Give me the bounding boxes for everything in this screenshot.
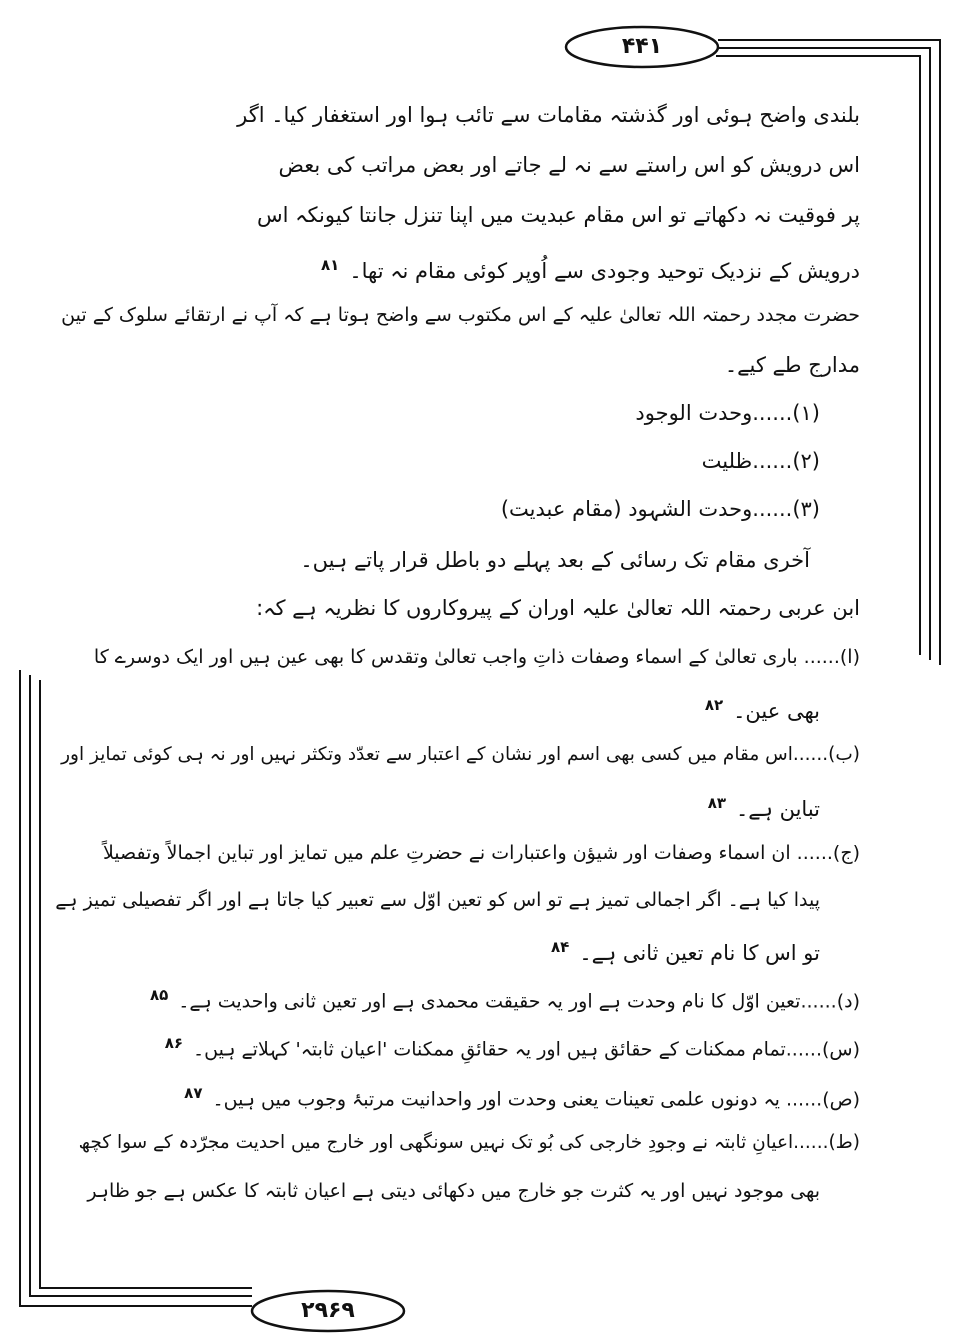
list-item: (ب)......اس مقام میں کسی بھی اسم اور نشان کے اعتبار سے تعدّد وتکثر نہیں اور نہ ہی کوئی تمایز اور (61, 744, 860, 765)
footnote-ref: ۸۴ (551, 938, 570, 956)
footnote-ref: ۸۳ (707, 794, 726, 812)
list-item: (۱)......وحدت الوجود (635, 401, 820, 425)
list-item: (د)......تعین اوّل کا نام وحدت ہے اور یہ حقیقت محمدی ہے اور تعین ثانی واحدیت ہے۔۸۵ (150, 980, 860, 1016)
urdu-body-text (55, 0, 870, 1341)
list-item: (ص)...... یہ دونوں علمی تعینات یعنی وحدت اور واحدانیت مرتبۂ وجوب میں ہیں۔۸۷ (184, 1078, 860, 1114)
footnote-ref: ۸۷ (184, 1084, 203, 1102)
text-line: پیدا کیا ہے۔ اگر اجمالی تمیز ہے تو اس کو تعین اوّل سے تعبیر کیا جاتا ہے اور اگر تفصیلی تمیز ہے (55, 889, 820, 911)
footnote-ref: ۸۶ (164, 1034, 184, 1052)
footnote-ref: ۸۲ (704, 696, 724, 714)
list-item: (ا)...... باری تعالیٰ کے اسماء وصفات ذاتِ واجب تعالیٰ وتقدس کا بھی عین ہیں اور ایک دوسرے کا (93, 646, 860, 668)
text-line: اس درویش کو اس راستے سے نہ لے جاتے اور بعض مراتب کی بعض (278, 153, 860, 177)
list-item: (ط)......اعیانِ ثابتہ نے وجودِ خارجی کی بُو تک نہیں سونگھی اور خارج میں احدیت مجرّدہ کے سوا کچھ (78, 1132, 860, 1153)
text-line: درویش کے نزدیک توحید وجودی سے اُوپر کوئی مقام نہ تھا۔۸۱ (321, 250, 860, 286)
text-line: آخری مقام تک رسائی کے بعد پہلے دو باطل قرار پاتے ہیں۔ (300, 548, 810, 572)
text-line: پر فوقیت نہ دکھاتے تو اس مقام عبدیت میں اپنا تنزل جانتا کیونکہ اس (257, 203, 860, 227)
text-line: تباین ہے۔۸۳ (708, 788, 820, 824)
list-item: (۳)......وحدت الشہود (مقام عبدیت) (500, 497, 820, 521)
text-line: حضرت مجدد رحمتہ اللہ تعالیٰ علیہ کے اس مکتوب سے واضح ہوتا ہے کہ آپ نے ارتقائے سلوک کے تین (61, 304, 860, 326)
text-line: بھی موجود نہیں اور یہ کثرت جو خارج میں دکھائی دیتی ہے اعیان ثابتہ کا عکس ہے جو ظاہر (87, 1180, 820, 1202)
text-line: بھی عین۔۸۲ (705, 690, 820, 726)
footnote-ref: ۸۵ (149, 986, 169, 1004)
text-line: ابن عربی رحمتہ اللہ تعالیٰ علیہ اوران کے پیروکاروں کا نظریہ ہے کہ: (256, 596, 860, 620)
text-line: بلندی واضح ہوئی اور گذشتہ مقامات سے تائب ہوا اور استغفار کیا۔ اگر (237, 103, 860, 127)
page-number-top: ۴۴۱ (621, 34, 663, 59)
list-item: (۲)......ظلیت (701, 449, 820, 473)
list-item: (ج)...... ان اسماء وصفات اور شیؤن واعتبارات نے حضرتِ علم میں تمایز اور تباین اجمالاً وتفصیلاً (102, 842, 860, 864)
page-number-bottom: ۲۹۶۹ (301, 1298, 355, 1323)
text-line: مدارج طے کیے۔ (724, 353, 860, 377)
list-item: (س)......تمام ممکنات کے حقائق ہیں اور یہ حقائقِ ممکنات 'اعیان ثابتہ' کہلاتے ہیں۔۸۶ (165, 1028, 860, 1064)
footnote-ref: ۸۱ (321, 256, 340, 274)
text-line: تو اس کا نام تعین ثانی ہے۔۸۴ (551, 932, 820, 968)
